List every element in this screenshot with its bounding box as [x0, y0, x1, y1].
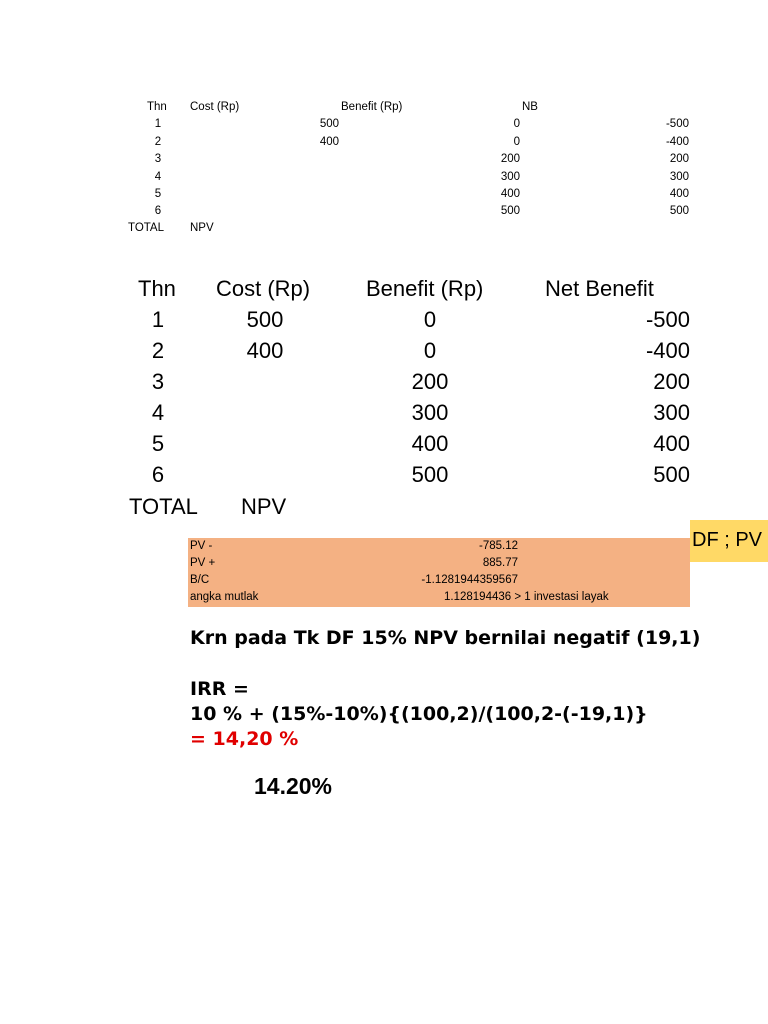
large-header-cost: Cost (Rp): [216, 276, 311, 301]
large-npv-label: NPV: [241, 494, 287, 519]
irr-value-cell: 14.20%: [254, 773, 333, 799]
large-row-nb: 300: [653, 400, 690, 425]
small-row-nb: 200: [669, 153, 689, 165]
small-npv-label: NPV: [190, 222, 214, 234]
small-row-cost: 500: [319, 118, 339, 130]
pv-minus-label: PV -: [190, 540, 213, 552]
small-row-nb: -400: [665, 135, 689, 148]
bc-value: -1.1281944359567: [421, 574, 518, 586]
pv-plus-value: 885.77: [482, 557, 518, 569]
small-row-benefit: 200: [500, 153, 520, 165]
small-row-nb: 500: [669, 205, 689, 217]
irr-result: = 14,20 %: [190, 728, 299, 750]
df-pv-label: DF ; PV: [692, 529, 763, 551]
large-row-thn: 2: [151, 338, 165, 363]
large-header-nb: Net Benefit: [545, 276, 654, 301]
small-row-thn: 5: [154, 188, 162, 200]
large-row-nb: 500: [653, 462, 690, 487]
large-total-label: TOTAL: [129, 494, 198, 519]
large-row-thn: 3: [151, 369, 165, 394]
small-header-cost: Cost (Rp): [190, 101, 240, 113]
large-row-thn: 1: [151, 307, 165, 332]
small-row-nb: 400: [669, 188, 689, 200]
small-row-thn: 1: [154, 118, 162, 130]
pv-plus-label: PV +: [190, 557, 216, 569]
irr-label: IRR =: [190, 678, 249, 700]
large-row-benefit: 300: [411, 400, 449, 425]
small-row-thn: 4: [154, 170, 162, 183]
large-row-nb: 400: [653, 431, 690, 456]
large-header-thn: Thn: [138, 276, 176, 301]
small-header-nb: NB: [522, 101, 538, 113]
small-row-benefit: 300: [500, 170, 520, 183]
large-row-benefit: 200: [411, 369, 449, 394]
absolute-label: angka mutlak: [190, 591, 259, 603]
large-row-nb: -500: [645, 307, 690, 332]
small-header-benefit: Benefit (Rp): [341, 101, 403, 113]
small-row-cost: 400: [319, 135, 339, 148]
large-row-cost: 400: [246, 338, 284, 363]
large-row-nb: -400: [645, 338, 690, 363]
small-row-benefit: 0: [513, 118, 520, 130]
large-row-thn: 6: [151, 462, 165, 487]
small-row-nb: 300: [669, 170, 689, 183]
irr-formula: 10 % + (15%-10%){(100,2)/(100,2-(-19,1)}: [190, 703, 648, 725]
small-row-thn: 6: [154, 205, 162, 217]
large-row-benefit: 400: [411, 431, 449, 456]
small-row-nb: -500: [665, 118, 689, 130]
absolute-value: 1.128194436 > 1 investasi layak: [444, 591, 609, 603]
small-row-benefit: 400: [500, 188, 520, 200]
large-row-nb: 200: [653, 369, 690, 394]
pv-minus-value: -785.12: [478, 540, 518, 552]
large-header-benefit: Benefit (Rp): [366, 276, 484, 301]
large-row-cost: 500: [246, 307, 284, 332]
large-row-thn: 5: [151, 431, 165, 456]
small-row-benefit: 0: [513, 135, 520, 148]
pv-summary-block: [188, 538, 690, 607]
bc-label: B/C: [190, 574, 210, 586]
small-row-benefit: 500: [500, 205, 520, 217]
large-row-benefit: 500: [411, 462, 449, 487]
small-header-thn: Thn: [147, 101, 167, 113]
small-row-thn: 2: [154, 135, 162, 148]
explanation-line: Krn pada Tk DF 15% NPV bernilai negatif (19,1): [190, 627, 701, 649]
small-total-label: TOTAL: [128, 222, 164, 234]
large-row-thn: 4: [151, 400, 165, 425]
large-row-benefit: 0: [423, 338, 437, 363]
large-row-benefit: 0: [423, 307, 437, 332]
df-pv-cell: [690, 520, 768, 562]
small-row-thn: 3: [154, 153, 162, 165]
